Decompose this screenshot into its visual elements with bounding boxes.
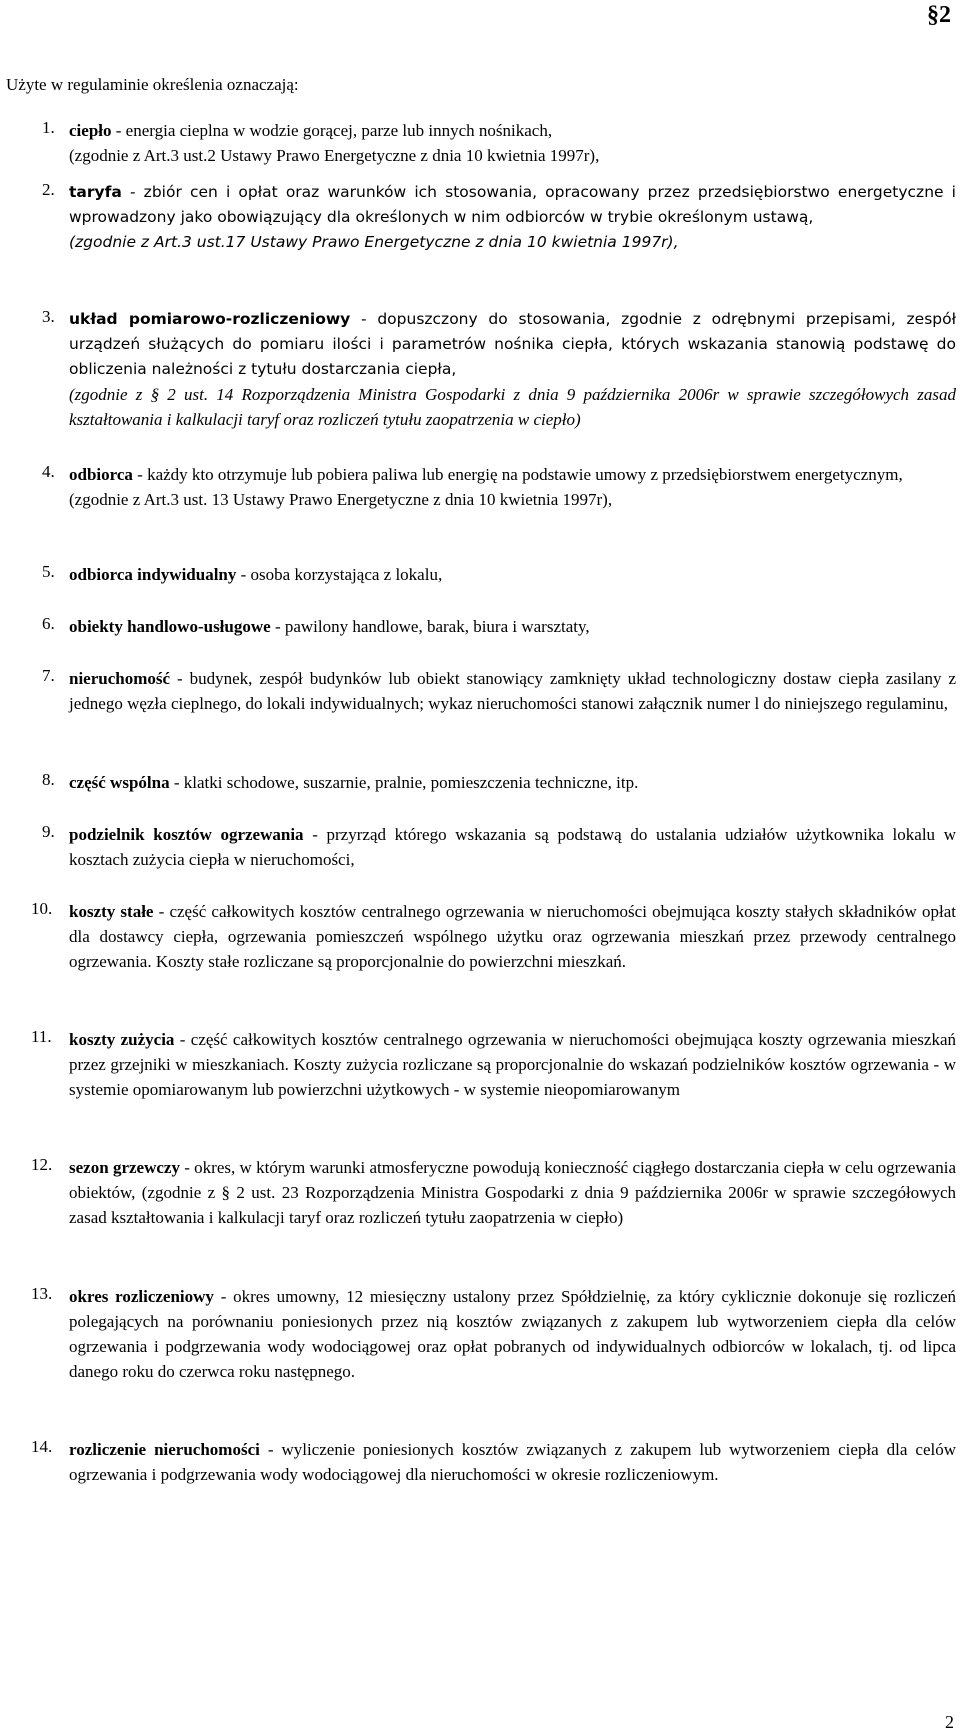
definition-text: - wyliczenie poniesionych kosztów związanych z zakupem lub wytworzeniem ciepła dla celów ogrzewania i podgrzewania wody wodociągowej dla nieruchomości w okresie rozliczeniowym. [69, 1440, 957, 1484]
definition-text: - pawilony handlowe, barak, biura i warsztaty, [270, 617, 590, 636]
item-number: 8. [42, 770, 55, 789]
definition-text: - zbiór cen i opłat oraz warunków ich stosowania, opracowany przez przedsiębiorstwo energetyczne i wprowadzony jako obowiązujący dla określonych w nim odbiorców w trybie określonym ustawą, [69, 183, 956, 226]
item-number: 6. [42, 614, 55, 633]
definition-term: koszty zużycia [69, 1030, 175, 1049]
section-number: §2 [927, 2, 951, 28]
item-number: 10. [31, 899, 53, 918]
item-number: 11. [31, 1027, 52, 1046]
item-number: 7. [42, 666, 55, 685]
item-number: 13. [31, 1284, 53, 1303]
definition-reference: (zgodnie z Art.3 ust.2 Ustawy Prawo Energetyczne z dnia 10 kwietnia 1997r), [69, 146, 600, 165]
item-number: 9. [42, 822, 55, 841]
item-number: 14. [31, 1437, 53, 1456]
definition-text: - część całkowitych kosztów centralnego ogrzewania w nieruchomości obejmująca koszty stałych składników opłat dla dostawcy ciepła, ogrzewania pomieszczeń wspólnego użytku oraz ogrzewania mieszkań przez przewody centralnego ogrzewania. Koszty stałe rozliczane są proporcjonalnie do powierzchni mieszkań. [69, 902, 956, 971]
definition-text: - budynek, zespół budynków lub obiekt stanowiący zamknięty układ technologiczny dostaw ciepła zasilany z jednego węzła cieplnego, do lokali indywidualnych; wykaz nieruchomości stanowi załącznik numer l do niniejszego regulaminu, [69, 669, 956, 713]
definition-text: - okres, w którym warunki atmosferyczne powodują konieczność ciągłego dostarczania ciepła w celu ogrzewania obiektów, (zgodnie z § 2 ust. 23 Rozporządzenia Ministra Gospodarki z dnia 9 października 2006r w sprawie szczegółowych zasad kształtowania i kalkulacji taryf oraz rozliczeń tytułu zaopatrzenia w ciepło) [69, 1158, 956, 1227]
definition-term: sezon grzewczy [69, 1158, 180, 1177]
definition-term: koszty stałe [69, 902, 154, 921]
definition-term: rozliczenie nieruchomości [69, 1440, 260, 1459]
definition-text: - każdy kto otrzymuje lub pobiera paliwa lub energię na podstawie umowy z przedsiębiorstwem energetycznym, [132, 465, 903, 484]
definition-term: obiekty handlowo-usługowe [69, 617, 271, 636]
definition-term: taryfa [69, 183, 122, 201]
definition-term: podzielnik kosztów ogrzewania [69, 825, 304, 844]
definition-reference: (zgodnie z Art.3 ust.17 Ustawy Prawo Energetyczne z dnia 10 kwietnia 1997r), [69, 233, 679, 251]
definition-text: - energia cieplna w wodzie gorącej, parze lub innych nośnikach, [111, 121, 553, 140]
item-number: 3. [42, 307, 55, 326]
definition-reference: (zgodnie z Art.3 ust. 13 Ustawy Prawo Energetyczne z dnia 10 kwietnia 1997r), [69, 490, 613, 509]
item-number: 2. [42, 180, 55, 199]
item-number: 12. [31, 1155, 53, 1174]
definition-term: układ pomiarowo-rozliczeniowy [69, 310, 351, 328]
definition-text: - osoba korzystająca z lokalu, [236, 565, 443, 584]
definition-text: - okres umowny, 12 miesięczny ustalony przez Spółdzielnię, za który cyklicznie dokonuje się rozliczeń polegających na porównaniu poniesionych przez nią kosztów związanych z zakupem lub wytworzeniem ciepła dla celów ogrzewania i podgrzewania wody wodociągowej oraz opłat pobranych od indywidualnych odbiorców w lokalach, tj. od lipca danego roku do czerwca roku następnego. [69, 1287, 956, 1381]
definition-text: - część całkowitych kosztów centralnego ogrzewania w nieruchomości obejmująca koszty ogrzewania mieszkań przez grzejniki w mieszkaniach. Koszty zużycia rozliczane są proporcjonalnie do wskazań podzielników kosztów ogrzewania - w systemie opomiarowanym lub powierzchni użytkowych - w systemie nieopomiarowanym [69, 1030, 956, 1099]
item-number: 4. [42, 462, 55, 481]
page-number: 2 [945, 1712, 954, 1732]
definition-term: okres rozliczeniowy [69, 1287, 214, 1306]
intro-text: Użyte w regulaminie określenia oznaczają: [6, 75, 299, 94]
item-number: 5. [42, 562, 55, 581]
definition-reference: (zgodnie z § 2 ust. 14 Rozporządzenia Ministra Gospodarki z dnia 9 października 2006r w sprawie szczegółowych zasad kształtowania i kalkulacji taryf oraz rozliczeń tytułu zaopatrzenia w ciepło) [69, 385, 956, 429]
definition-text: - klatki schodowe, suszarnie, pralnie, pomieszczenia techniczne, itp. [169, 773, 639, 792]
definition-term: odbiorca indywidualny [69, 565, 237, 584]
definition-term: nieruchomość [69, 669, 171, 688]
item-number: 1. [42, 118, 55, 137]
definition-text: - przyrząd którego wskazania są podstawą do ustalania udziałów użytkownika lokalu w kosztach zużycia ciepła w nieruchomości, [69, 825, 956, 869]
definition-text: - dopuszczony do stosowania, zgodnie z odrębnymi przepisami, zespół urządzeń służących do pomiaru ilości i parametrów nośnika ciepła, których wskazania stanowią podstawę do obliczenia należności z tytułu dostarczania ciepła, [69, 310, 956, 378]
definition-term: część wspólna [69, 773, 170, 792]
definition-term: ciepło [69, 121, 112, 140]
definition-term: odbiorca [69, 465, 133, 484]
